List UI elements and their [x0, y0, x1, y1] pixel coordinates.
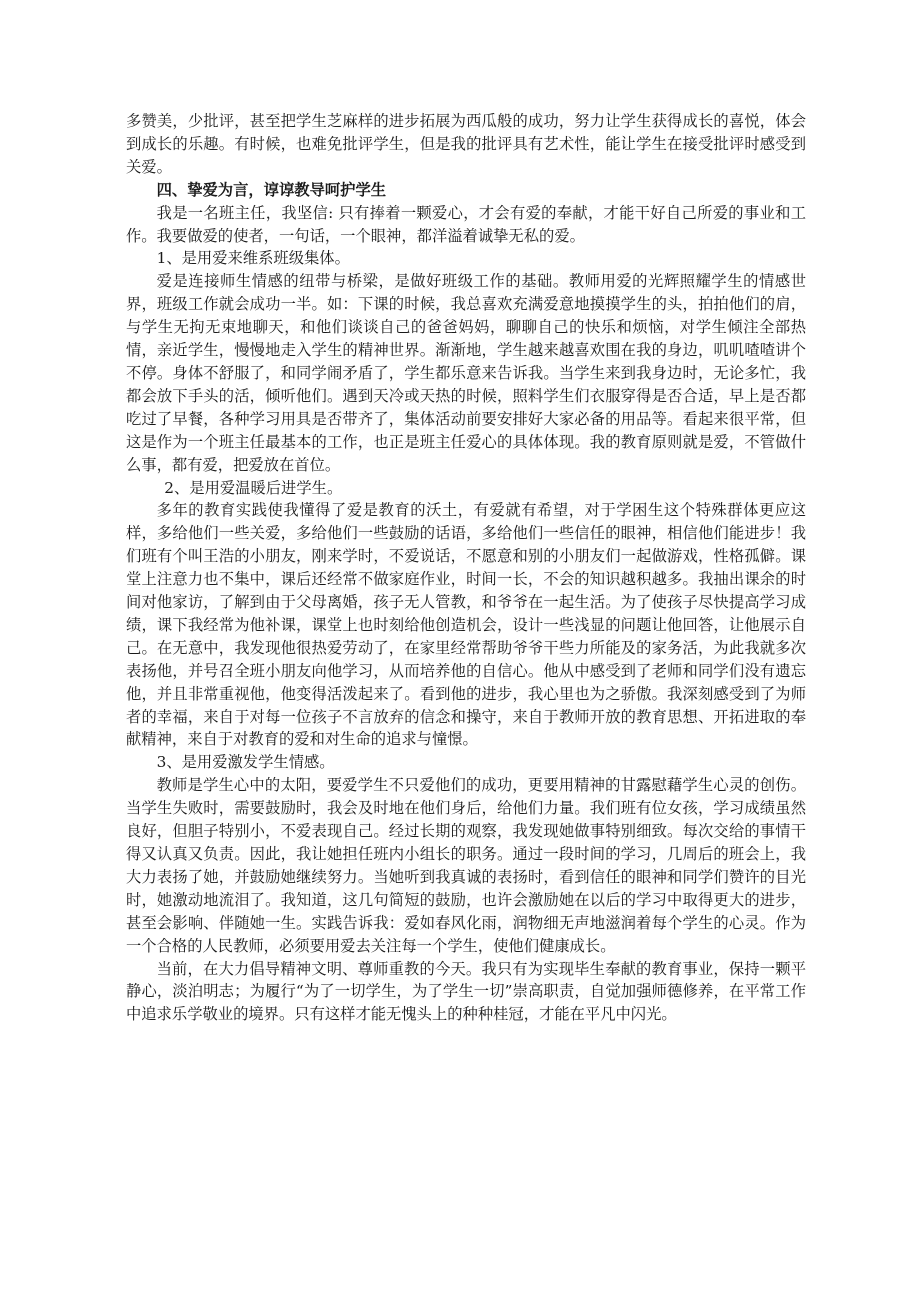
section-4-heading: 四、挚爱为言，谆谆教导呵护学生 [156, 180, 387, 199]
item-2-paragraph: 多年的教育实践使我懂得了爱是教育的沃土，有爱就有希望，对于学困生这个特殊群体更应这样，多给他们一些关爱，多给他们一些鼓励的话语，多给他们一些信任的眼神，相信他们能进步！我们班有个叫王浩的小朋友，刚来学时，不爱说话，不愿意和别的小朋友们一起做游戏，性格孤僻。课堂上注意力也不集中，课后还经常不做家庭作业，时间一长，不会的知识越积越多。我抽出课余的时间对他家访，了解到由于父母离婚，孩子无人管教，和爷爷在一起生活。为了使孩子尽快提高学习成绩，课下我经常为他补课，课堂上也时刻给他创造机会，设计一些浅显的问题让他回答，让他展示自己。在无意中，我发现他很热爱劳动了，在家里经常帮助爷爷干些力所能及的家务活，为此我就多次表扬他，并号召全班小朋友向他学习，从而培养他的自信心。他从中感受到了老师和同学们没有遗忘他，并且非常重视他，他变得活泼起来了。看到他的进步，我心里也为之骄傲。我深刻感受到了为师者的幸福，来自于对每一位孩子不言放弃的信念和操守，来自于教师开放的教育思想、开拓进取的奉献精神，来自于对教育的爱和对生命的追求与憧憬。 [126, 501, 806, 749]
section-4-paragraph: 我是一名班主任，我坚信: 只有捧着一颗爱心，才会有爱的奉献，才能干好自己所爱的事业和工作。我要做爱的使者，一句话，一个眼神，都洋溢着诚挚无私的爱。 [126, 203, 806, 245]
item-3-paragraph: 教师是学生心中的太阳，要爱学生不只爱他们的成功，更要用精神的甘露慰藉学生心灵的创伤。当学生失败时，需要鼓励时，我会及时地在他们身后，给他们力量。我们班有位女孩，学习成绩虽然良好，但胆子特别小，不爱表现自己。经过长期的观察，我发现她做事特别细致。每次交给的事情干得又认真又负责。因此，我让她担任班内小组长的职务。通过一段时间的学习，几周后的班会上，我大力表扬了她，并鼓励她继续努力。当她听到我真诚的表扬时，看到信任的眼神和同学们赞许的目光时，她激动地流泪了。我知道，这几句简短的鼓励，也许会激励她在以后的学习中取得更大的进步，甚至会影响、伴随她一生。实践告诉我：爱如春风化雨，润物细无声地滋润着每个学生的心灵。作为一个合格的人民教师，必须要用爱去关注每一个学生，使他们健康成长。 [126, 776, 806, 955]
item-1-paragraph: 爱是连接师生情感的纽带与桥梁，是做好班级工作的基础。教师用爱的光辉照耀学生的情感世界，班级工作就会成功一半。如：下课的时候，我总喜欢充满爱意地摸摸学生的头，拍拍他们的肩，与学生无拘无束地聊天，和他们谈谈自己的爸爸妈妈，聊聊自己的快乐和烦恼，对学生倾注全部热情，亲近学生，慢慢地走入学生的精神世界。渐渐地，学生越来越喜欢围在我的身边，叽叽喳喳讲个不停。身体不舒服了，和同学闹矛盾了，学生都乐意来告诉我。当学生来到我身边时，无论多忙，我都会放下手头的活，倾听他们。遇到天冷或天热的时候，照料学生们衣服穿得是否合适，早上是否都吃过了早餐，各种学习用具是否带齐了，集体活动前要安排好大家必备的用品等。看起来很平常，但这是作为一个班主任最基本的工作，也正是班主任爱心的具体体现。我的教育原则就是爱，不管做什么事，都有爱，把爱放在首位。 [126, 272, 806, 474]
item-2-title: 2、是用爱温暖后进学生。 [164, 478, 343, 497]
item-1-title: 1、是用爱来维系班级集体。 [156, 249, 350, 268]
intro-paragraph: 多赞美，少批评，甚至把学生芝麻样的进步拓展为西瓜般的成功，努力让学生获得成长的喜悦，体会到成长的乐趣。有时候，也难免批评学生，但是我的批评具有艺术性，能让学生在接受批评时感受到关爱。 [126, 112, 806, 176]
item-3-title: 3、是用爱激发学生情感。 [156, 753, 335, 772]
document-body [126, 110, 806, 1026]
conclusion-paragraph: 当前，在大力倡导精神文明、尊师重教的今天。我只有为实现毕生奉献的教育事业，保持一颗平静心，淡泊明志；为履行“为了一切学生，为了学生一切”崇高职责，自觉加强师德修养，在平常工作中追求乐学敬业的境界。只有这样才能无愧头上的种种桂冠，才能在平凡中闪光。 [126, 959, 806, 1024]
